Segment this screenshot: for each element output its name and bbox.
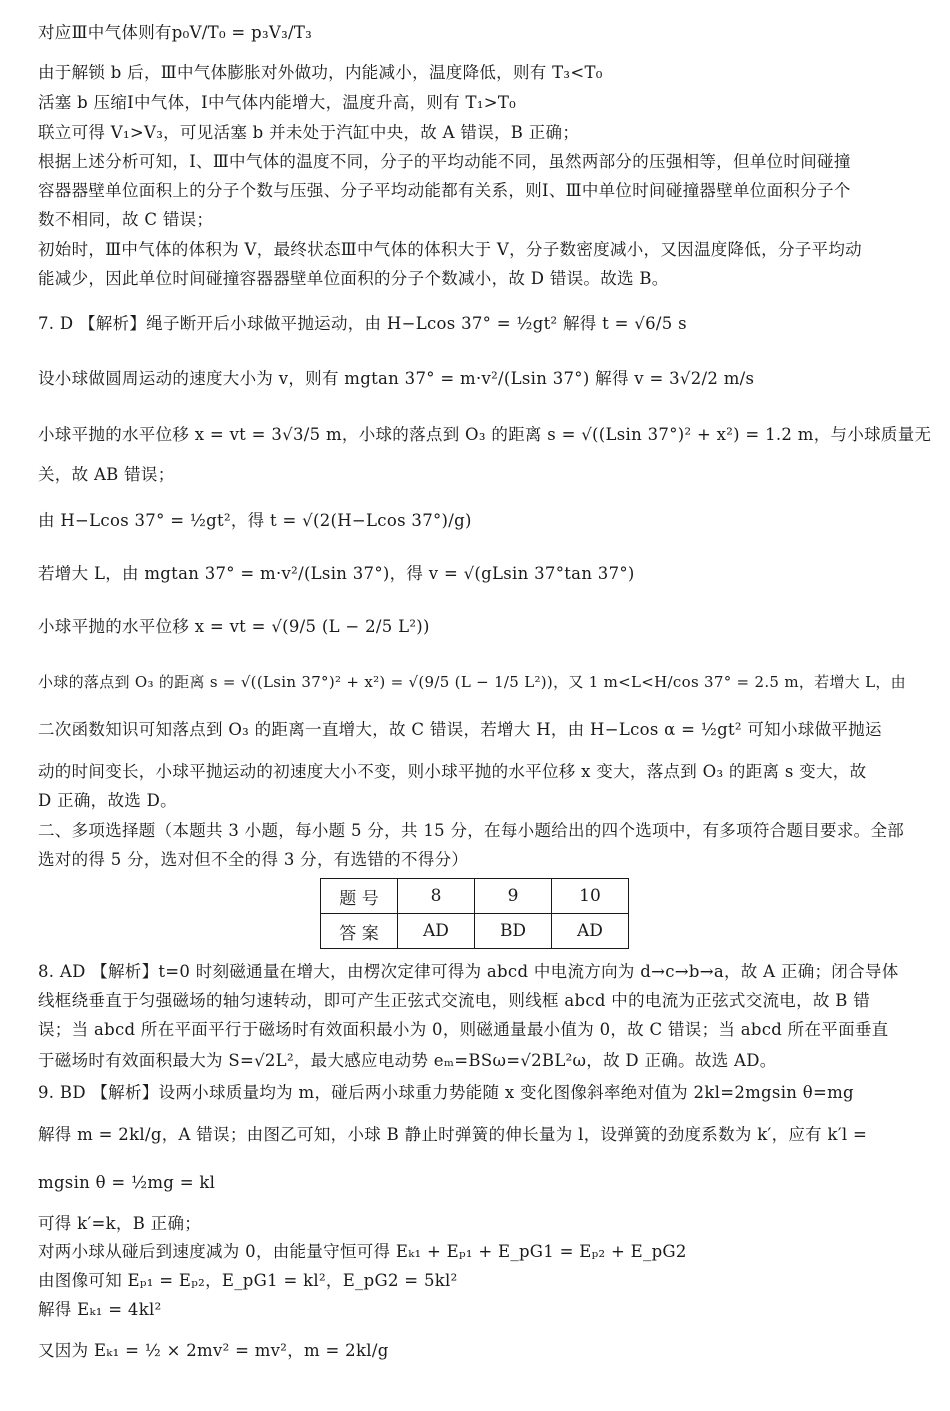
- text-line: 由 H−Lcos 37° = ½gt²，得 t = √(2(H−Lcos 37°)/g): [38, 511, 472, 530]
- text-line: 能减少，因此单位时间碰撞容器器壁单位面积的分子个数减小，故 D 错误。故选 B。: [38, 269, 669, 288]
- text-line: 9. BD 【解析】设两小球质量均为 m，碰后两小球重力势能随 x 变化图像斜率绝对值为 2kl=2mgsin θ=mg: [38, 1083, 854, 1102]
- table-cell: 8: [398, 879, 475, 914]
- text-line: 又因为 Eₖ₁ = ½ × 2mv² = mv²，m = 2kl/g: [38, 1341, 389, 1360]
- text-line: 解得 m = 2kl/g，A 错误；由图乙可知，小球 B 静止时弹簧的伸长量为 l，设弹簧的劲度系数为 k′，应有 k′l =: [38, 1125, 868, 1144]
- text-line: 数不相同，故 C 错误；: [38, 210, 214, 229]
- text-line: 设小球做圆周运动的速度大小为 v，则有 mgtan 37° = m·v²/(Lsin 37°) 解得 v = 3√2/2 m/s: [38, 369, 755, 388]
- text-line: 根据上述分析可知，Ⅰ、Ⅲ中气体的温度不同，分子的平均动能不同，虽然两部分的压强相等，但单位时间碰撞: [38, 152, 851, 171]
- text-line: 解得 Eₖ₁ = 4kl²: [38, 1300, 162, 1319]
- text-line: 活塞 b 压缩Ⅰ中气体，Ⅰ中气体内能增大，温度升高，则有 T₁>T₀: [38, 93, 517, 112]
- text-line: 二次函数知识可知落点到 O₃ 的距离一直增大，故 C 错误，若增大 H，由 H−Lcos α = ½gt² 可知小球做平抛运: [38, 720, 882, 739]
- text-line: 小球平抛的水平位移 x = vt = 3√3/5 m，小球的落点到 O₃ 的距离 s = √((Lsin 37°)² + x²) = 1.2 m，与小球质量无: [38, 425, 932, 444]
- table-row: [321, 879, 629, 914]
- text-line: D 正确，故选 D。: [38, 791, 177, 810]
- table-cell: AD: [398, 914, 475, 949]
- table-cell: 10: [552, 879, 629, 914]
- text-line: 由图像可知 Eₚ₁ = Eₚ₂，E_pG1 = kl²，E_pG2 = 5kl²: [38, 1271, 458, 1290]
- answer-table: [320, 878, 629, 949]
- text-line: 线框绕垂直于匀强磁场的轴匀速转动，即可产生正弦式交流电，则线框 abcd 中的电流为正弦式交流电，故 B 错: [38, 991, 871, 1010]
- text-line: 8. AD 【解析】t=0 时刻磁通量在增大，由楞次定律可得为 abcd 中电流方向为 d→c→b→a，故 A 正确；闭合导体: [38, 962, 899, 981]
- text-line: 初始时，Ⅲ中气体的体积为 V，最终状态Ⅲ中气体的体积大于 V，分子数密度减小，又因温度降低，分子平均动: [38, 240, 862, 259]
- text-line: 二、多项选择题（本题共 3 小题，每小题 5 分，共 15 分，在每小题给出的四个选项中，有多项符合题目要求。全部: [38, 821, 905, 840]
- text-line: 可得 k′=k，B 正确；: [38, 1214, 202, 1233]
- table-row: [321, 914, 629, 949]
- text-line: 误；当 abcd 所在平面平行于磁场时有效面积最小为 0，则磁通量最小值为 0，故 C 错误；当 abcd 所在平面垂直: [38, 1020, 889, 1039]
- text-line: 若增大 L，由 mgtan 37° = m·v²/(Lsin 37°)，得 v = √(gLsin 37°tan 37°): [38, 564, 635, 583]
- text-line: 容器器壁单位面积上的分子个数与压强、分子平均动能都有关系，则Ⅰ、Ⅲ中单位时间碰撞器壁单位面积分子个: [38, 181, 851, 200]
- table-cell: AD: [552, 914, 629, 949]
- table-cell: 题 号: [321, 879, 398, 914]
- text-line: 小球平抛的水平位移 x = vt = √(9/5 (L − 2/5 L²)): [38, 617, 430, 636]
- text-line: 动的时间变长，小球平抛运动的初速度大小不变，则小球平抛的水平位移 x 变大，落点到 O₃ 的距离 s 变大，故: [38, 762, 867, 781]
- text-line: 选对的得 5 分，选对但不全的得 3 分，有选错的不得分）: [38, 850, 469, 869]
- table-cell: 答 案: [321, 914, 398, 949]
- table-cell: BD: [475, 914, 552, 949]
- text-line: 对两小球从碰后到速度减为 0，由能量守恒可得 Eₖ₁ + Eₚ₁ + E_pG1 = Eₚ₂ + E_pG2: [38, 1242, 687, 1261]
- text-line: 关，故 AB 错误；: [38, 465, 175, 484]
- text-line: mgsin θ = ½mg = kl: [38, 1173, 216, 1192]
- text-line: 小球的落点到 O₃ 的距离 s = √((Lsin 37°)² + x²) = √(9/5 (L − 1/5 L²))，又 1 m<L<H/cos 37° = 2.5 m，若增大 L，由: [38, 673, 906, 691]
- text-line: 7. D 【解析】绳子断开后小球做平抛运动，由 H−Lcos 37° = ½gt² 解得 t = √6/5 s: [38, 314, 687, 333]
- text-line: 对应Ⅲ中气体则有p₀V/T₀ = p₃V₃/T₃: [38, 23, 313, 42]
- text-line: 于磁场时有效面积最大为 S=√2L²，最大感应电动势 eₘ=BSω=√2BL²ω，故 D 正确。故选 AD。: [38, 1051, 777, 1070]
- text-line: 由于解锁 b 后，Ⅲ中气体膨胀对外做功，内能减小，温度降低，则有 T₃<T₀: [38, 63, 603, 82]
- text-line: 联立可得 V₁>V₃，可见活塞 b 并未处于汽缸中央，故 A 错误，B 正确；: [38, 123, 580, 142]
- table-cell: 9: [475, 879, 552, 914]
